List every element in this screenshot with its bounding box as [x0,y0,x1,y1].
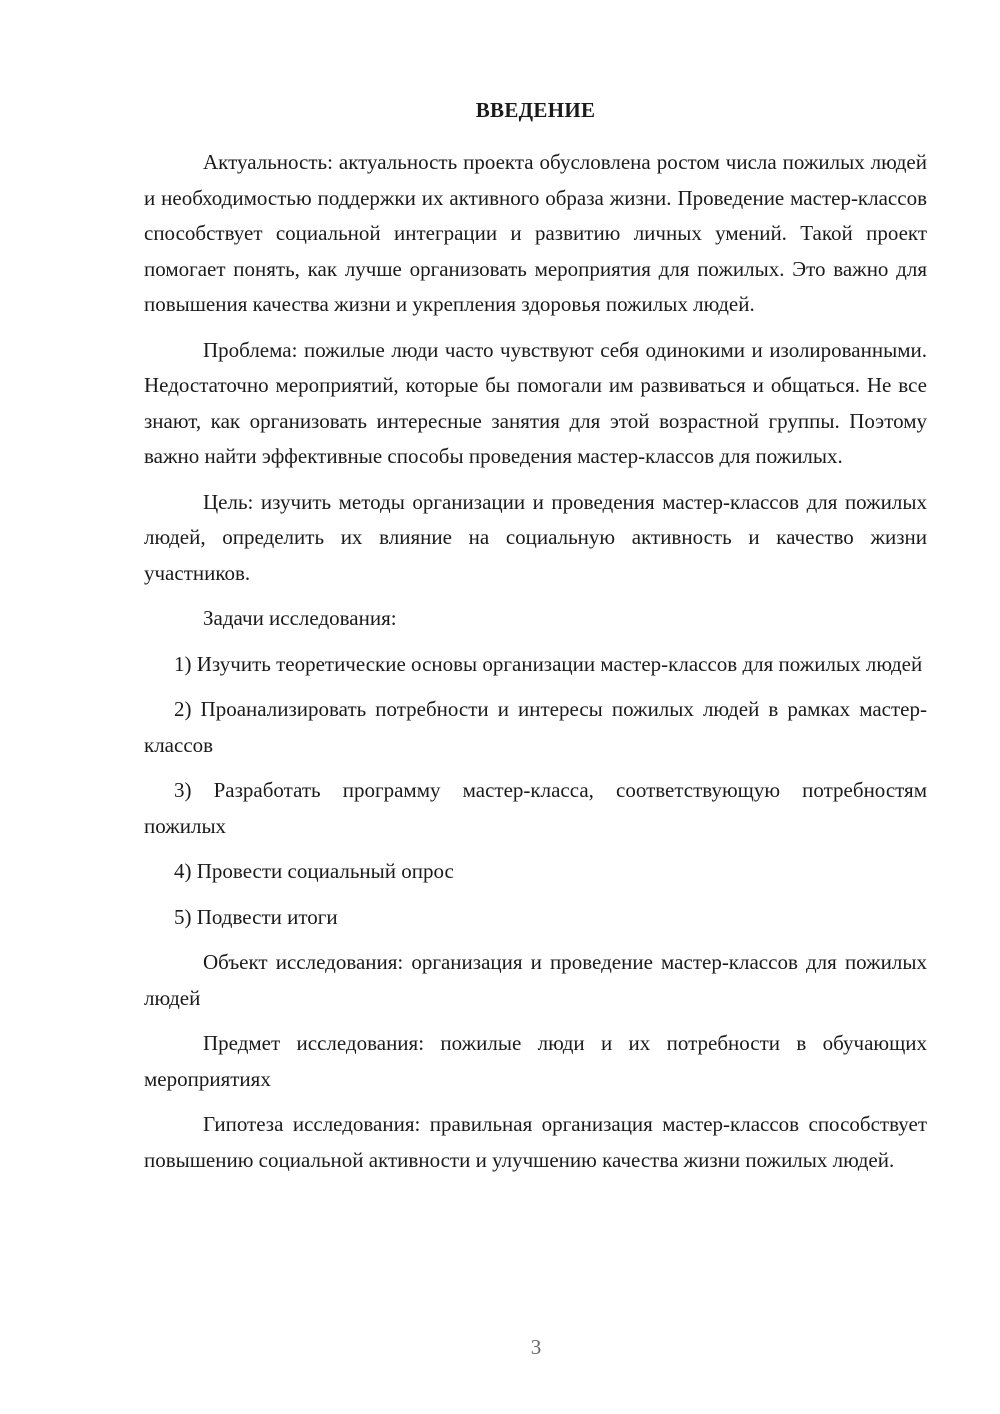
object-paragraph: Объект исследования: организация и проведение мастер-классов для пожилых людей [144,950,927,1010]
page-content [144,96,927,1188]
task-item-1: 1) Изучить теоретические основы организации мастер-классов для пожилых людей [174,651,923,676]
task-item-4: 4) Провести социальный опрос [174,859,454,883]
task-item-3: 3) Разработать программу мастер-класса, соответствующую потребностям пожилых [144,778,927,838]
page-title: ВВЕДЕНИЕ [475,98,596,122]
hypothesis-paragraph: Гипотеза исследования: правильная организация мастер-классов способствует повышению социальной активности и улучшению качества жизни пожилых людей. [144,1112,927,1172]
problem-paragraph: Проблема: пожилые люди часто чувствуют себя одинокими и изолированными. Недостаточно мероприятий, которые бы помогали им развиваться и общаться. Не все знают, как организовать интересные занятия для этой возрастной группы. Поэтому важно найти эффективные способы проведения мастер-классов для пожилых. [144,337,927,468]
subject-paragraph: Предмет исследования: пожилые люди и их потребности в обучающих мероприятиях [144,1031,927,1091]
task-item-2: 2) Проанализировать потребности и интересы пожилых людей в рамках мастер-классов [144,697,927,757]
relevance-paragraph: Актуальность: актуальность проекта обусловлена ростом числа пожилых людей и необходимостью поддержки их активного образа жизни. Проведение мастер-классов способствует социальной интеграции и развитию личных умений. Такой проект помогает понять, как лучше организовать мероприятия для пожилых. Это важно для повышения качества жизни и укрепления здоровья пожилых людей. [144,150,927,316]
tasks-heading: Задачи исследования: [203,606,397,630]
goal-paragraph: Цель: изучить методы организации и проведения мастер-классов для пожилых людей, определить их влияние на социальную активность и качество жизни участников. [144,489,927,585]
page-number: 3 [530,1335,542,1359]
task-item-5: 5) Подвести итоги [174,904,338,929]
